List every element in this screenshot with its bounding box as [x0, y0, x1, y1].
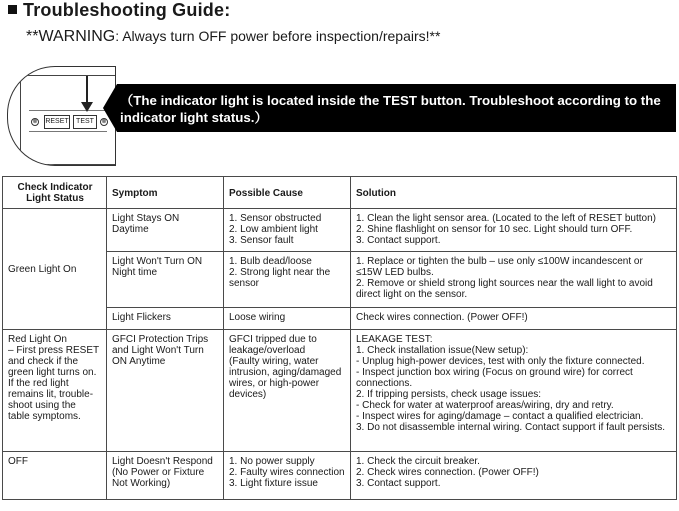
cause-cell	[224, 308, 351, 330]
screw-icon: ⊗	[101, 119, 107, 125]
solution-line: direct light on the sensor.	[356, 289, 468, 300]
header-possible-cause: Possible Cause	[224, 177, 351, 209]
arrow-down-icon	[81, 102, 93, 112]
cause-line: intrusion, aging/damaged	[229, 367, 342, 378]
table-row	[3, 209, 677, 252]
cause-line: 2. Faulty wires connection	[229, 467, 345, 478]
table-row	[3, 330, 677, 452]
button-strip	[29, 110, 107, 132]
table-header-row	[3, 177, 677, 209]
cause-line: Loose wiring	[229, 312, 286, 323]
solution-cell	[351, 308, 677, 330]
cause-line: 2. Strong light near the	[229, 267, 331, 278]
solution-line: ≤15W LED bulbs.	[356, 267, 434, 278]
reset-button-drawing: RESET	[44, 115, 70, 129]
solution-line: - Inspect wires for aging/damage – contact a qualified electrician.	[356, 411, 644, 422]
symptom-line: Light Won't Turn ON	[112, 256, 203, 267]
solution-line: - Check for water at waterproof areas/wiring, dry and retry.	[356, 400, 614, 411]
table-row	[3, 452, 677, 500]
symptom-line: ON Anytime	[112, 356, 166, 367]
status-line: Red Light On	[8, 334, 67, 345]
header-symptom: Symptom	[107, 177, 224, 209]
cause-line: 2. Low ambient light	[229, 224, 318, 235]
header-solution: Solution	[351, 177, 677, 209]
solution-cell	[351, 452, 677, 500]
warning-rest: : Always turn OFF power before inspection/repairs!**	[115, 28, 441, 44]
status-off: OFF	[3, 452, 107, 500]
solution-line: LEAKAGE TEST:	[356, 334, 433, 345]
solution-line: 2. Remove or shield strong light sources near the wall light to avoid	[356, 278, 653, 289]
cause-line: 3. Light fixture issue	[229, 478, 318, 489]
cause-line: wires, or high-power	[229, 378, 320, 389]
status-line: remains lit, trouble-	[8, 389, 94, 400]
cause-cell	[224, 209, 351, 252]
cause-line: devices)	[229, 389, 267, 400]
solution-line: 1. Replace or tighten the bulb – use only ≤100W incandescent or	[356, 256, 643, 267]
symptom-line: Light Doesn't Respond	[112, 456, 213, 467]
status-line: and check if the	[8, 356, 79, 367]
cause-cell	[224, 252, 351, 308]
title-text: Troubleshooting Guide:	[23, 0, 231, 20]
symptom-line: GFCI Protection Trips	[112, 334, 209, 345]
symptom-line: and Light Won't Turn	[112, 345, 204, 356]
symptom-cell	[107, 308, 224, 330]
solution-line: - Inspect junction box wiring (Focus on ground wire) for correct	[356, 367, 633, 378]
symptom-line: (No Power or Fixture	[112, 467, 205, 478]
solution-line: 2. If tripping persists, check usage issues:	[356, 389, 542, 400]
cause-cell	[224, 330, 351, 452]
symptom-cell	[107, 209, 224, 252]
cause-cell	[224, 452, 351, 500]
bullet-square-icon	[8, 5, 17, 14]
solution-line: 3. Do not disassemble internal wiring. Contact support if fault persists.	[356, 422, 666, 433]
solution-line: 1. Check installation issue(New setup):	[356, 345, 529, 356]
solution-line: 2. Check wires connection. (Power OFF!)	[356, 467, 539, 478]
cause-line: (Faulty wiring, water	[229, 356, 319, 367]
symptom-cell	[107, 252, 224, 308]
test-button-drawing: TEST	[73, 115, 97, 129]
status-line: If the red light	[8, 378, 69, 389]
cause-line: sensor	[229, 278, 260, 289]
cause-line: GFCI tripped due to	[229, 334, 317, 345]
status-line: shoot using the	[8, 400, 76, 411]
cause-line: 1. Sensor obstructed	[229, 213, 322, 224]
cause-line: 1. No power supply	[229, 456, 315, 467]
symptom-line: Night time	[112, 267, 158, 278]
status-green: Green Light On	[3, 209, 107, 330]
page-title	[8, 0, 230, 21]
symptom-cell	[107, 330, 224, 452]
cause-line: 1. Bulb dead/loose	[229, 256, 312, 267]
solution-line: Check wires connection. (Power OFF!)	[356, 312, 528, 323]
symptom-line: Light Stays ON	[112, 213, 180, 224]
solution-cell	[351, 330, 677, 452]
symptom-cell	[107, 452, 224, 500]
header-check-status: Check Indicator Light Status	[3, 177, 107, 209]
warning-text	[26, 28, 440, 46]
cause-line: 3. Sensor fault	[229, 235, 294, 246]
troubleshooting-table	[2, 176, 677, 500]
status-red	[3, 330, 107, 452]
gfci-button-diagram	[7, 66, 116, 166]
symptom-line: Light Flickers	[112, 312, 171, 323]
symptom-line: Daytime	[112, 224, 149, 235]
solution-line: 3. Contact support.	[356, 235, 441, 246]
solution-line: 1. Clean the light sensor area. (Located to the left of RESET button)	[356, 213, 656, 224]
solution-line: connections.	[356, 378, 413, 389]
solution-line: - Unplug high-power devices, test with only the fixture connected.	[356, 356, 645, 367]
symptom-line: Not Working)	[112, 478, 171, 489]
solution-cell	[351, 209, 677, 252]
screw-icon: ⊗	[32, 119, 38, 125]
faceplate	[20, 75, 116, 165]
status-line: table symptoms.	[8, 411, 81, 422]
solution-line: 2. Shine flashlight on sensor for 10 sec. Light should turn OFF.	[356, 224, 633, 235]
solution-cell	[351, 252, 677, 308]
cause-line: leakage/overload	[229, 345, 306, 356]
solution-line: 1. Check the circuit breaker.	[356, 456, 480, 467]
banner-text: （The indicator light is located inside the TEST button. Troubleshoot according to the indicator light status.）	[120, 93, 661, 125]
solution-line: 3. Contact support.	[356, 478, 441, 489]
status-line: green light turns on.	[8, 367, 97, 378]
status-line: – First press RESET	[8, 345, 100, 356]
warning-prefix: **WARNING	[26, 28, 116, 45]
